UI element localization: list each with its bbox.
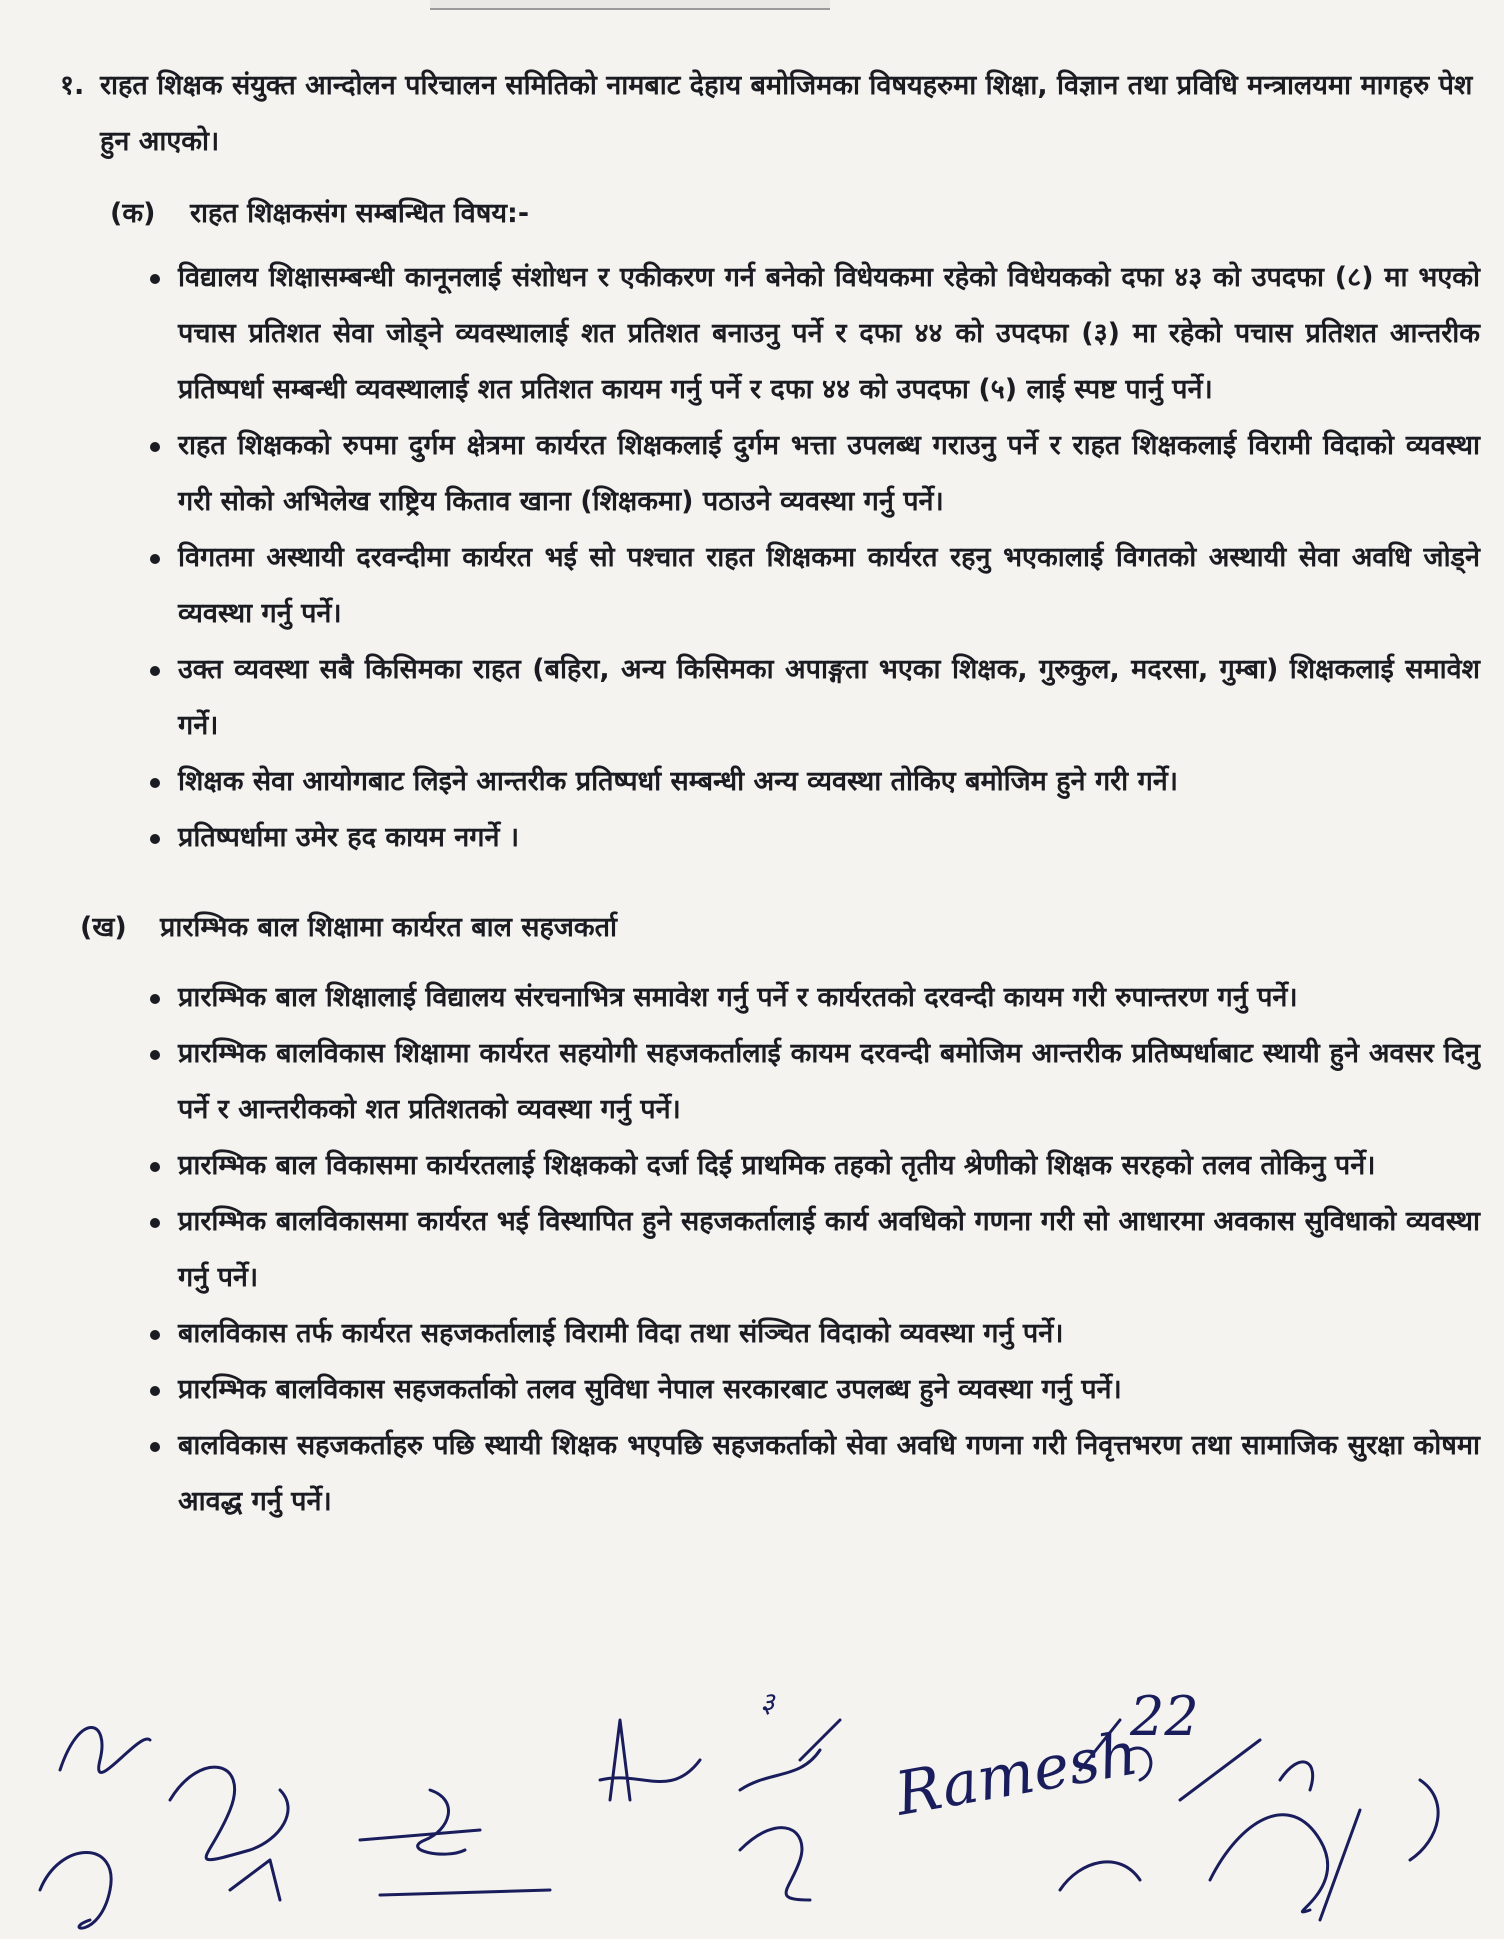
number-mark: 22 (1130, 1690, 1199, 1748)
list-item-text: राहत शिक्षकको रुपमा दुर्गम क्षेत्रमा कार्यरत शिक्षकलाई दुर्गम भत्ता उपलब्ध गराउनु पर्ने र राहत शिक्षकलाई विरामी विदाको व्यवस्था गरी सोको अभिलेख राष्ट्रिय किताव खाना (शिक्षकमा) पठाउने व्यवस्था गर्नु पर्ने। (178, 430, 1480, 517)
bullet-icon (150, 1218, 160, 1228)
page-number-mark: ३ (760, 1690, 775, 1719)
list-item-text: बालविकास तर्फ कार्यरत सहजकर्तालाई विरामी विदा तथा संञ्चित विदाको व्यवस्था गर्नु पर्ने। (178, 1318, 1064, 1349)
heading-number: १. (60, 70, 85, 101)
page-top-edge (430, 0, 830, 10)
list-item-text: बालविकास सहजकर्ताहरु पछि स्थायी शिक्षक भएपछि सहजकर्ताको सेवा अवधि गणना गरी निवृत्तभरण तथा सामाजिक सुरक्षा कोषमा आवद्ध गर्नु पर्ने। (178, 1430, 1480, 1517)
bullet-icon (150, 778, 160, 788)
section-b-title (80, 902, 1480, 954)
section-b-label: (ख) (80, 912, 127, 943)
bullet-icon (150, 1386, 160, 1396)
list-item-text: उक्त व्यवस्था सबै किसिमका राहत (बहिरा, अन्य किसिमका अपाङ्गता भएका शिक्षक, गुरुकुल, मदरसा, गुम्बा) शिक्षकलाई समावेश गर्ने। (178, 654, 1480, 741)
list-item (150, 642, 1480, 754)
list-item-text: प्रारम्भिक बाल शिक्षालाई विद्यालय संरचनाभित्र समावेश गर्नु पर्ने र कार्यरतको दरवन्दी कायम गरी रुपान्तरण गर्नु पर्ने। (178, 982, 1298, 1013)
bullet-icon (150, 666, 160, 676)
bullet-icon (150, 1050, 160, 1060)
list-item-text: प्रतिष्पर्धामा उमेर हद कायम नगर्ने । (178, 822, 520, 853)
list-item (150, 1362, 1480, 1418)
ramesh-signature-text: Ramesh (890, 1718, 1144, 1830)
bullet-icon (150, 442, 160, 452)
list-item (150, 1138, 1480, 1194)
list-item (150, 810, 1480, 866)
bullet-icon (150, 1330, 160, 1340)
bullet-icon (150, 834, 160, 844)
list-item (150, 1026, 1480, 1138)
signature-1 (40, 1728, 150, 1929)
bullet-icon (150, 994, 160, 1004)
list-item-text: प्रारम्भिक बालविकासमा कार्यरत भई विस्थापित हुने सहजकर्तालाई कार्य अवधिको गणना गरी सो आधारमा अवकास सुविधाको व्यवस्था गर्नु पर्ने। (178, 1206, 1480, 1293)
bullet-icon (150, 1162, 160, 1172)
list-item (150, 250, 1480, 418)
signature-area (0, 1690, 1504, 1935)
section-a-list (60, 250, 1480, 866)
section-b-list (60, 970, 1480, 1530)
list-item-text: शिक्षक सेवा आयोगबाट लिइने आन्तरीक प्रतिष्पर्धा सम्बन्धी अन्य व्यवस्था तोकिए बमोजिम हुने गरी गर्ने। (178, 766, 1178, 797)
list-item-text: प्रारम्भिक बाल विकासमा कार्यरतलाई शिक्षकको दर्जा दिई प्राथमिक तहको तृतीय श्रेणीको शिक्षक सरहको तलव तोकिनु पर्ने। (178, 1150, 1376, 1181)
list-item (150, 530, 1480, 642)
list-item (150, 1418, 1480, 1530)
signature-4 (600, 1720, 700, 1800)
signature-2 (170, 1767, 288, 1900)
list-item (150, 1194, 1480, 1306)
list-item-text: विगतमा अस्थायी दरवन्दीमा कार्यरत भई सो पश्चात राहत शिक्षकमा कार्यरत रहनु भएकालाई विगतको अस्थायी सेवा अवधि जोड्ने व्यवस्था गर्नु पर्ने। (178, 542, 1480, 629)
document-body (60, 58, 1480, 1530)
signature-7 (1210, 1780, 1438, 1920)
section-b-title-text: प्रारम्भिक बाल शिक्षामा कार्यरत बाल सहजकर्ता (160, 912, 618, 943)
main-heading (60, 58, 1480, 170)
list-item (150, 970, 1480, 1026)
heading-text: राहत शिक्षक संयुक्त आन्दोलन परिचालन समितिको नामबाट देहाय बमोजिमका विषयहरुमा शिक्षा, विज्ञान तथा प्रविधि मन्त्रालयमा मागहरु पेश हुन आएको। (100, 70, 1473, 157)
list-item-text: प्रारम्भिक बालविकास शिक्षामा कार्यरत सहयोगी सहजकर्तालाई कायम दरवन्दी बमोजिम आन्तरीक प्रतिष्पर्धाबाट स्थायी हुने अवसर दिनु पर्ने र आन्तरीकको शत प्रतिशतको व्यवस्था गर्नु पर्ने। (178, 1038, 1480, 1125)
signatures-drawing (0, 1690, 1504, 1935)
list-item-text: प्रारम्भिक बालविकास सहजकर्ताको तलव सुविधा नेपाल सरकारबाट उपलब्ध हुने व्यवस्था गर्नु पर्ने। (178, 1374, 1122, 1405)
list-item-text: विद्यालय शिक्षासम्बन्धी कानूनलाई संशोधन र एकीकरण गर्न बनेको विधेयकमा रहेको विधेयकको दफा ४३ को उपदफा (८) मा भएको पचास प्रतिशत सेवा जोड्ने व्यवस्थालाई शत प्रतिशत बनाउनु पर्ने र दफा ४४ को उपदफा (३) मा रहेको पचास प्रतिशत आन्तरीक प्रतिष्पर्धा सम्बन्धी व्यवस्थालाई शत प्रतिशत कायम गर्नु पर्ने र दफा ४४ को उपदफा (५) लाई स्पष्ट पार्नु पर्ने। (178, 262, 1480, 405)
bullet-icon (150, 554, 160, 564)
bullet-icon (150, 1442, 160, 1452)
section-a-title (110, 188, 1480, 240)
signature-3 (360, 1790, 550, 1895)
section-a-title-text: राहत शिक्षकसंग सम्बन्धित विषय:- (190, 198, 530, 229)
list-item (150, 1306, 1480, 1362)
list-item (150, 754, 1480, 810)
section-a-label: (क) (110, 198, 156, 229)
signature-5 (740, 1720, 840, 1900)
bullet-icon (150, 274, 160, 284)
list-item (150, 418, 1480, 530)
